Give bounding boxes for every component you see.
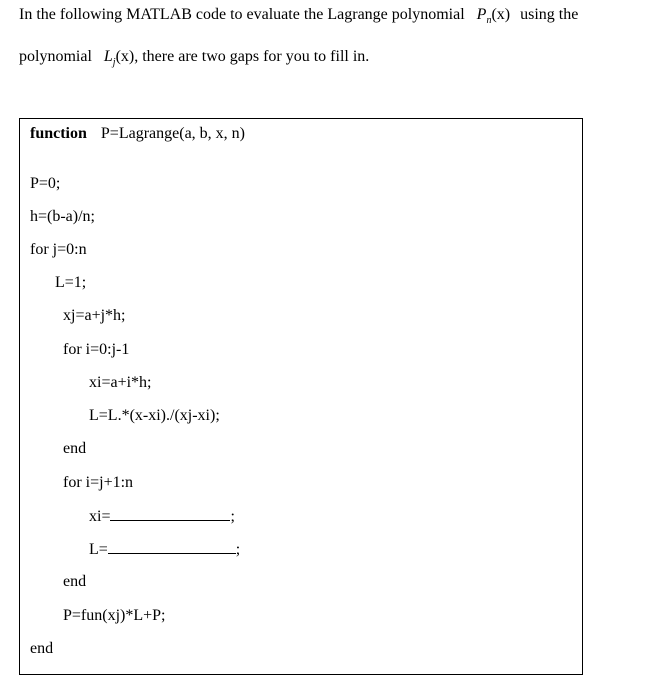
gap-2-blank[interactable] [108, 539, 236, 554]
question-line-2 [19, 47, 369, 67]
l-j-of-x: $L_j(x)$ [103, 48, 135, 68]
code-line-inner-for-2: for i=j+1:n [63, 474, 134, 491]
gap-1-prefix: xi= [89, 508, 111, 525]
question-text-suffix: using the [520, 6, 579, 23]
code-line-inner-for-1: for i=0:j-1 [63, 341, 130, 358]
code-box [19, 118, 583, 675]
code-line-p-update: P=fun(xj)*L+P; [63, 607, 166, 624]
p-n-of-x: $P_n(x)$ [476, 6, 511, 26]
function-signature [30, 124, 245, 144]
question-text-prefix-2: polynomial [19, 48, 92, 65]
code-line-end-inner-2: end [63, 573, 87, 590]
function-keyword: function [30, 125, 87, 142]
code-line-xi-def: xi=a+i*h; [89, 374, 152, 391]
gap-2-suffix: ; [235, 541, 241, 558]
code-line-xj-def: xj=a+j*h; [63, 307, 126, 324]
code-line-gap-2 [89, 539, 240, 560]
question-line-1 [19, 5, 578, 25]
code-line-end-outer: end [30, 640, 54, 657]
gap-2-prefix: L= [89, 541, 108, 558]
function-definition: P=Lagrange(a, b, x, n) [100, 125, 245, 142]
code-line-gap-1 [89, 506, 235, 527]
code-line-outer-for: for j=0:n [30, 241, 87, 258]
code-line-l-init: L=1; [55, 274, 87, 291]
gap-1-suffix: ; [230, 508, 235, 525]
code-line-end-inner-1: end [63, 440, 87, 457]
gap-1-blank[interactable] [110, 506, 230, 521]
question-text-suffix-2: , there are two gaps for you to fill in. [134, 48, 370, 65]
question-text-prefix: In the following MATLAB code to evaluate the Lagrange polynomial [19, 6, 465, 23]
code-line-l-update: L=L.*(x-xi)./(xj-xi); [89, 407, 220, 424]
code-line-h-def: h=(b-a)/n; [30, 208, 95, 225]
code-line-p-init: P=0; [30, 175, 61, 192]
